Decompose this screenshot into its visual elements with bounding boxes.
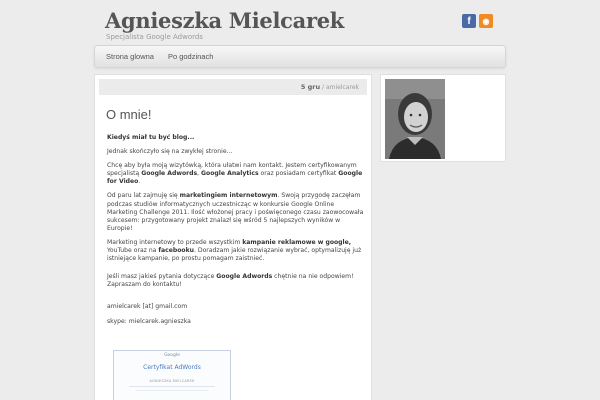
paragraph-3: Chcę aby była moją wizytówką, która ułatwi nam kontakt. Jestem certyfikowanym specjalistą Google Adwords, Google Analytics oraz posiadam certyfikat Google for Video. [107,162,363,186]
contact-email: amielcarek [at] gmail.com [107,303,188,311]
profile-photo [385,79,445,159]
certificate-holder: AGNIESZKA MIELCAREK [149,379,195,383]
nav-item-home[interactable]: Strona glowna [106,52,154,61]
paragraph-6: Jeśli masz jakieś pytania dotyczące Google Adwords chętnie na nie odpowiem! Zapraszam do kontaktu! [107,273,354,289]
post-meta [99,79,367,95]
social-links [462,14,493,28]
site-title[interactable]: Agnieszka Mielcarek [105,8,345,33]
nav-item-after-hours[interactable]: Po godzinach [167,52,214,61]
sidebar [380,74,506,162]
paragraph-2: Jednak skończyło się na zwykłej stronie... [107,148,233,156]
certificate-divider [129,386,215,387]
certificate-brand: Google [164,353,180,358]
post-body [107,134,365,332]
intro-heading: Kiedyś miał tu być blog... [107,134,195,141]
facebook-icon[interactable]: f [462,14,476,28]
paragraph-4: Od paru lat zajmuję się marketingiem internetowym. Swoją przygodę zaczęłam podczas studiów informatycznych uczestnicząc w konkursie Google Online Marketing Challenge 2011. Ilość włożonej pracy i poświęconego czasu zaowocowała sukcesem: przygotowany projekt znalazł się wśród 5 najlepszych wyników w Europie! [107,192,364,232]
meta-separator: / [322,84,325,91]
paragraph-5: Marketing internetowy to przede wszystkim kampanie reklamowe w google, YouTube oraz na facebooku. Doradzam jakie rozwiązanie wybrać, optymalizuję już istniejące kampanie, po prostu pomagam zaistnieć. [107,238,362,263]
post-author[interactable]: amielcarek [325,84,359,91]
contact-skype: skype: mielcarek.agnieszka [107,317,191,325]
adwords-certificate [113,350,231,400]
site-tagline: Specjalista Google Adwords [106,33,203,41]
post-title: O mnie! [106,107,152,122]
certificate-divider [136,390,208,391]
post-date: 5 gru [300,83,321,91]
main-navigation [94,45,506,68]
rss-icon[interactable] [479,14,493,28]
post-content [94,74,372,400]
certificate-title: Certyfikat AdWords [143,364,201,371]
rss-glyph: ◉ [482,16,490,26]
